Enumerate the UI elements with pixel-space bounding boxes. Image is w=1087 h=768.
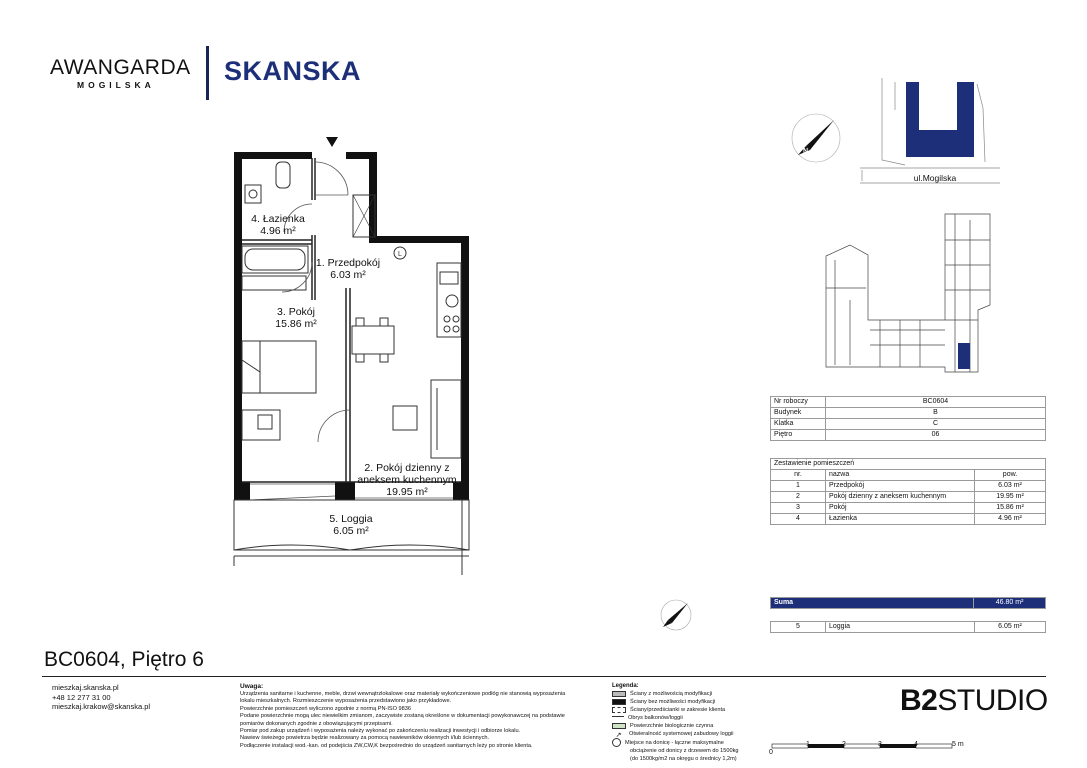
project-logo-name: AWANGARDA [50, 56, 191, 79]
table-row [771, 397, 1046, 408]
room-label-bedroom [264, 306, 328, 330]
room-name: Pokój dzienny z aneksem kuchennym [826, 492, 975, 503]
dining-table [352, 318, 394, 362]
street-label: ul.Mogilska [913, 173, 957, 183]
rooms-table [770, 458, 1046, 525]
contact-block [52, 683, 150, 712]
info-value: B [826, 408, 1046, 419]
loggia-outline [234, 500, 469, 575]
room-name: Loggia [826, 622, 975, 633]
legend-item: Ściany bez możliwości modyfikacji [612, 698, 739, 706]
coffee-table [393, 406, 417, 430]
room-label-hallway [312, 257, 384, 281]
room-name: 5. Loggia [329, 513, 373, 525]
notes-title: Uwaga: [240, 683, 264, 690]
desk [242, 410, 280, 440]
shower-tray [245, 185, 261, 203]
table-header-row [771, 470, 1046, 481]
scale-label-5: 5 m [952, 741, 964, 748]
arrow-icon: ↗ [615, 732, 622, 739]
legend-item: ↗ Otwieralność systemowej zabudowy loggii [612, 730, 739, 738]
note-line: pomiarów dokonanych zgodnie z obowiązującymi przepisami. [240, 720, 393, 727]
room-nr: 3 [771, 503, 826, 514]
table-title-row [771, 459, 1046, 470]
note-line: Podłączenie instalacji wod.-kan. od podejścia ZW,CW,K bezpośrednio do urządzeń sanitarnych leży po stronie klienta. [240, 742, 533, 749]
compass-icon-small [661, 600, 691, 630]
door-swings [282, 162, 350, 442]
info-label: Nr roboczy [771, 397, 826, 408]
room-nr: 4 [771, 514, 826, 525]
room-nr: 2 [771, 492, 826, 503]
room-label-loggia [318, 513, 384, 537]
scale-label-3: 3 [878, 741, 882, 748]
legend-item-cont: (do 1500kg/m2 na okręgu o średnicy 1,2m) [630, 756, 737, 762]
developer-logo: SKANSKA [224, 56, 362, 86]
website-link[interactable]: mieszkaj.skanska.pl [52, 683, 119, 692]
sum-table [770, 597, 1046, 609]
swatch-icon [612, 723, 626, 729]
legend-item: Ściany/przedścianki w zakresie klienta [612, 706, 739, 714]
swatch-icon [612, 691, 626, 697]
room-name: Łazienka [826, 514, 975, 525]
swatch-icon [612, 716, 624, 721]
room-area: 15.86 m² [975, 503, 1046, 514]
table-row [771, 419, 1046, 430]
room-area: 6.05 m² [333, 525, 369, 537]
room-label-living-room [354, 462, 460, 498]
table-row [771, 408, 1046, 419]
swatch-icon [612, 699, 626, 705]
note-line: Powierzchnie pomieszczeń wyliczono zgodnie z normą PN-ISO 9836 [240, 705, 411, 712]
room-area: 4.96 m² [260, 225, 296, 237]
column-header-name: nazwa [826, 470, 975, 481]
note-line: Pomiar pod zakup urządzeń i wyposażenia należy wykonać po zakończeniu realizacji inwestycji i odbiorze lokalu. [240, 728, 521, 735]
phone-number: +48 12 277 31 00 [52, 692, 111, 702]
room-label-bathroom [244, 213, 312, 237]
note-line: Urządzenia sanitarne i kuchenne, meble, drzwi wewnątrzlokalowe oraz materiały wykończeniowe podłóg nie stanowią wyposażenia [240, 691, 566, 697]
table-row [771, 481, 1046, 492]
info-label: Klatka [771, 419, 826, 430]
building-key-plan [826, 214, 990, 372]
wc-icon [249, 190, 257, 198]
table-row [771, 514, 1046, 525]
info-value: BC0604 [826, 397, 1046, 408]
footer-divider [42, 676, 1046, 677]
legend-item: Miejsce na donicę - łączne maksymalne [612, 738, 739, 747]
entrance-arrow-icon [326, 137, 338, 147]
sofa [431, 380, 461, 458]
room-area: 6.05 m² [975, 622, 1046, 633]
legend-item: Obrys balkonów/loggii [612, 714, 739, 722]
email-link[interactable]: mieszkaj.krakow@skanska.pl [52, 702, 151, 711]
scale-bar [772, 744, 952, 748]
loggia-table [770, 621, 1046, 633]
room-name-line2: aneksem kuchennym [357, 474, 457, 486]
rooms-table-title: Zestawienie pomieszczeń [771, 459, 1046, 470]
project-logo-subtitle: MOGILSKA [77, 80, 155, 90]
legend-item-cont: obciążenie od donicy z drzewem do 1500kg [630, 748, 739, 754]
room-area: 4.96 m² [975, 514, 1046, 525]
info-value: 06 [826, 430, 1046, 441]
legend-item: Ściany z możliwością modyfikacji [612, 690, 739, 698]
room-nr: 5 [771, 622, 826, 633]
scale-label-4: 4 [914, 741, 918, 748]
site-key-plan [860, 78, 1000, 183]
room-name: Pokój [826, 503, 975, 514]
unit-title: BC0604, Piętro 6 [44, 648, 204, 671]
room-area: 19.95 m² [975, 492, 1046, 503]
table-row [771, 430, 1046, 441]
scale-label-2: 2 [842, 741, 846, 748]
studio-logo: B2STUDIO [900, 684, 1048, 717]
room-name-line1: 2. Pokój dzienny z [364, 462, 450, 474]
swatch-icon [612, 707, 626, 713]
legend-title: Legenda: [612, 683, 639, 689]
sum-row [771, 598, 1046, 609]
room-nr: 1 [771, 481, 826, 492]
info-label: Piętro [771, 430, 826, 441]
note-line: Podane powierzchnie mogą ulec niewielkim zmianom, zaczywiste zostaną określone w dokumentacji powykonawczej na podstawie [240, 713, 565, 720]
sum-value: 46.80 m² [974, 598, 1046, 609]
room-name: 4. Łazienka [251, 213, 305, 225]
column-header-area: pow. [975, 470, 1046, 481]
svg-text:N: N [803, 148, 809, 155]
info-label: Budynek [771, 408, 826, 419]
table-row [771, 622, 1046, 633]
planter-icon [612, 738, 621, 747]
room-area: 6.03 m² [330, 269, 366, 281]
note-line: lokalu mieszkalnych. Rozmieszczenie wyposażenia przedstawiono jako przykładowe. [240, 698, 452, 705]
legend [612, 690, 739, 763]
scale-label-1: 1 [806, 741, 810, 748]
room-name: 1. Przedpokój [315, 257, 381, 269]
table-row [771, 503, 1046, 514]
svg-text:L: L [398, 251, 402, 258]
kitchen-unit [394, 247, 461, 337]
room-name: Przedpokój [826, 481, 975, 492]
bed [242, 341, 316, 393]
table-row [771, 492, 1046, 503]
bathtub [242, 246, 308, 273]
unit-info-table [770, 396, 1046, 441]
room-name: 3. Pokój [277, 306, 315, 318]
info-value: C [826, 419, 1046, 430]
sum-label: Suma [771, 598, 974, 609]
notes-text [240, 691, 585, 750]
legend-item: Powierzchnie biologicznie czynna [612, 722, 739, 730]
note-line: Nawiew świeżego powietrza będzie realizowany za pomocą nawiewników okiennych i/lub ściennych. [240, 735, 490, 742]
toilet [276, 162, 290, 188]
room-area: 19.95 m² [386, 486, 428, 498]
scale-label-0: 0 [769, 749, 773, 756]
room-area: 6.03 m² [975, 481, 1046, 492]
column-header-nr: nr. [771, 470, 826, 481]
compass-icon [792, 114, 840, 162]
room-area: 15.86 m² [275, 318, 317, 330]
